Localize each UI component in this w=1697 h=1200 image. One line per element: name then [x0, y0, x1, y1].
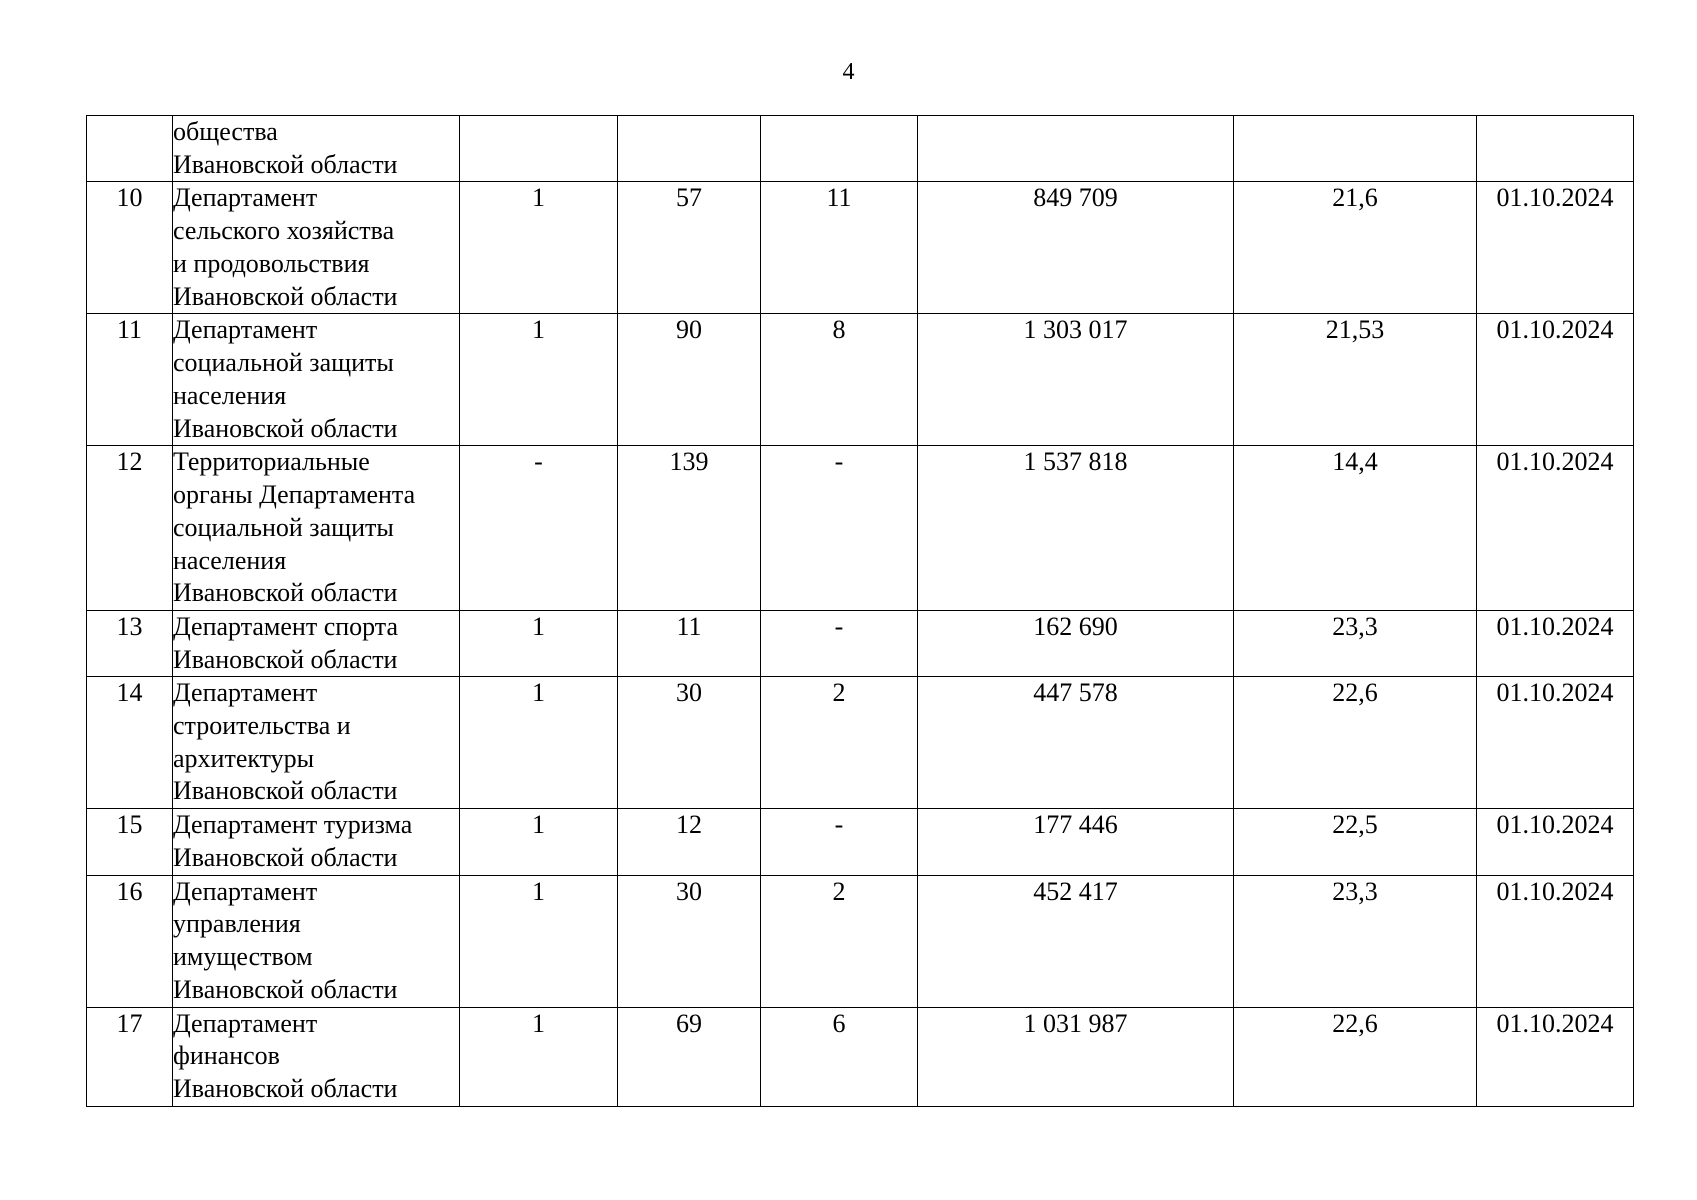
- column-4-cell: 30: [618, 875, 761, 1007]
- row-number-cell: 17: [87, 1007, 173, 1106]
- column-3-cell: 1: [460, 1007, 618, 1106]
- table-row: [87, 610, 1634, 676]
- column-3-cell: 1: [460, 809, 618, 875]
- percent-cell: 23,3: [1234, 610, 1477, 676]
- department-name-line: Ивановской области: [173, 281, 398, 311]
- department-name-cell: [173, 446, 460, 611]
- department-name-line: Территориальные: [173, 447, 370, 477]
- row-number-cell: 15: [87, 809, 173, 875]
- department-name-cell: [173, 677, 460, 809]
- department-name-line: населения: [173, 380, 287, 410]
- amount-cell: 1 031 987: [918, 1007, 1234, 1106]
- department-name-line: Департамент туризма: [173, 810, 413, 840]
- data-table: [86, 115, 1634, 1107]
- column-4-cell: 12: [618, 809, 761, 875]
- column-4-cell: 30: [618, 677, 761, 809]
- percent-cell: 21,53: [1234, 314, 1477, 446]
- department-name-line: Департамент: [173, 678, 318, 708]
- column-5-cell: 2: [761, 875, 918, 1007]
- department-name-line: Ивановской области: [173, 776, 398, 806]
- percent-cell: 21,6: [1234, 182, 1477, 314]
- column-5-cell: 11: [761, 182, 918, 314]
- table-row: [87, 809, 1634, 875]
- department-name-line: Ивановской области: [173, 644, 398, 674]
- amount-cell: 1 303 017: [918, 314, 1234, 446]
- column-3-cell: 1: [460, 875, 618, 1007]
- table-body: [87, 116, 1634, 1107]
- column-4-cell: 57: [618, 182, 761, 314]
- column-3-cell: 1: [460, 677, 618, 809]
- row-number-cell: [87, 116, 173, 182]
- department-name-cell: [173, 875, 460, 1007]
- column-4-cell: [618, 116, 761, 182]
- table-row: [87, 446, 1634, 611]
- column-5-cell: [761, 116, 918, 182]
- row-number-cell: 12: [87, 446, 173, 611]
- department-name-line: Департамент: [173, 876, 318, 906]
- column-5-cell: -: [761, 446, 918, 611]
- column-5-cell: 6: [761, 1007, 918, 1106]
- table-row: [87, 314, 1634, 446]
- date-cell: 01.10.2024: [1477, 809, 1634, 875]
- column-3-cell: 1: [460, 182, 618, 314]
- row-number-cell: 14: [87, 677, 173, 809]
- department-name-line: социальной защиты: [173, 348, 394, 378]
- department-name-line: органы Департамента: [173, 480, 416, 510]
- percent-cell: [1234, 116, 1477, 182]
- department-name-cell: [173, 116, 460, 182]
- department-name-line: управления: [173, 909, 301, 939]
- department-name-cell: [173, 1007, 460, 1106]
- department-name-line: Департамент: [173, 1008, 318, 1038]
- department-name-line: Ивановской области: [173, 413, 398, 443]
- department-name-line: Ивановской области: [173, 974, 398, 1004]
- department-name-cell: [173, 809, 460, 875]
- table-row: [87, 182, 1634, 314]
- column-4-cell: 11: [618, 610, 761, 676]
- department-name-cell: [173, 314, 460, 446]
- column-4-cell: 90: [618, 314, 761, 446]
- row-number-cell: 10: [87, 182, 173, 314]
- amount-cell: [918, 116, 1234, 182]
- department-name-line: Ивановской области: [173, 578, 398, 608]
- date-cell: 01.10.2024: [1477, 314, 1634, 446]
- amount-cell: 177 446: [918, 809, 1234, 875]
- department-name-line: строительства и: [173, 711, 351, 741]
- row-number-cell: 16: [87, 875, 173, 1007]
- department-name-line: Ивановской области: [173, 149, 398, 179]
- date-cell: 01.10.2024: [1477, 610, 1634, 676]
- amount-cell: 162 690: [918, 610, 1234, 676]
- date-cell: 01.10.2024: [1477, 677, 1634, 809]
- percent-cell: 22,5: [1234, 809, 1477, 875]
- row-number-cell: 13: [87, 610, 173, 676]
- table-row: [87, 1007, 1634, 1106]
- percent-cell: 23,3: [1234, 875, 1477, 1007]
- department-name-line: общества: [173, 117, 278, 146]
- column-5-cell: 8: [761, 314, 918, 446]
- table-row: [87, 116, 1634, 182]
- department-name-line: финансов: [173, 1041, 280, 1071]
- column-3-cell: 1: [460, 314, 618, 446]
- column-3-cell: -: [460, 446, 618, 611]
- department-name-line: населения: [173, 545, 287, 575]
- column-3-cell: 1: [460, 610, 618, 676]
- date-cell: [1477, 116, 1634, 182]
- date-cell: 01.10.2024: [1477, 446, 1634, 611]
- department-name-line: Ивановской области: [173, 1074, 398, 1104]
- department-name-line: архитектуры: [173, 743, 315, 773]
- column-3-cell: [460, 116, 618, 182]
- department-name-cell: [173, 182, 460, 314]
- amount-cell: 849 709: [918, 182, 1234, 314]
- row-number-cell: 11: [87, 314, 173, 446]
- column-4-cell: 139: [618, 446, 761, 611]
- department-name-line: сельского хозяйства: [173, 216, 395, 246]
- department-name-line: Ивановской области: [173, 843, 398, 873]
- column-5-cell: 2: [761, 677, 918, 809]
- department-name-line: Департамент спорта: [173, 611, 399, 641]
- column-5-cell: -: [761, 809, 918, 875]
- department-name-line: имуществом: [173, 942, 313, 972]
- table-row: [87, 875, 1634, 1007]
- amount-cell: 447 578: [918, 677, 1234, 809]
- date-cell: 01.10.2024: [1477, 875, 1634, 1007]
- department-name-line: Департамент: [173, 183, 318, 213]
- column-4-cell: 69: [618, 1007, 761, 1106]
- department-name-line: Департамент: [173, 315, 318, 345]
- percent-cell: 14,4: [1234, 446, 1477, 611]
- department-name-line: и продовольствия: [173, 248, 370, 278]
- date-cell: 01.10.2024: [1477, 182, 1634, 314]
- department-name-cell: [173, 610, 460, 676]
- column-5-cell: -: [761, 610, 918, 676]
- date-cell: 01.10.2024: [1477, 1007, 1634, 1106]
- amount-cell: 452 417: [918, 875, 1234, 1007]
- amount-cell: 1 537 818: [918, 446, 1234, 611]
- page-number: 4: [842, 59, 855, 85]
- percent-cell: 22,6: [1234, 1007, 1477, 1106]
- table-row: [87, 677, 1634, 809]
- percent-cell: 22,6: [1234, 677, 1477, 809]
- department-name-line: социальной защиты: [173, 512, 394, 542]
